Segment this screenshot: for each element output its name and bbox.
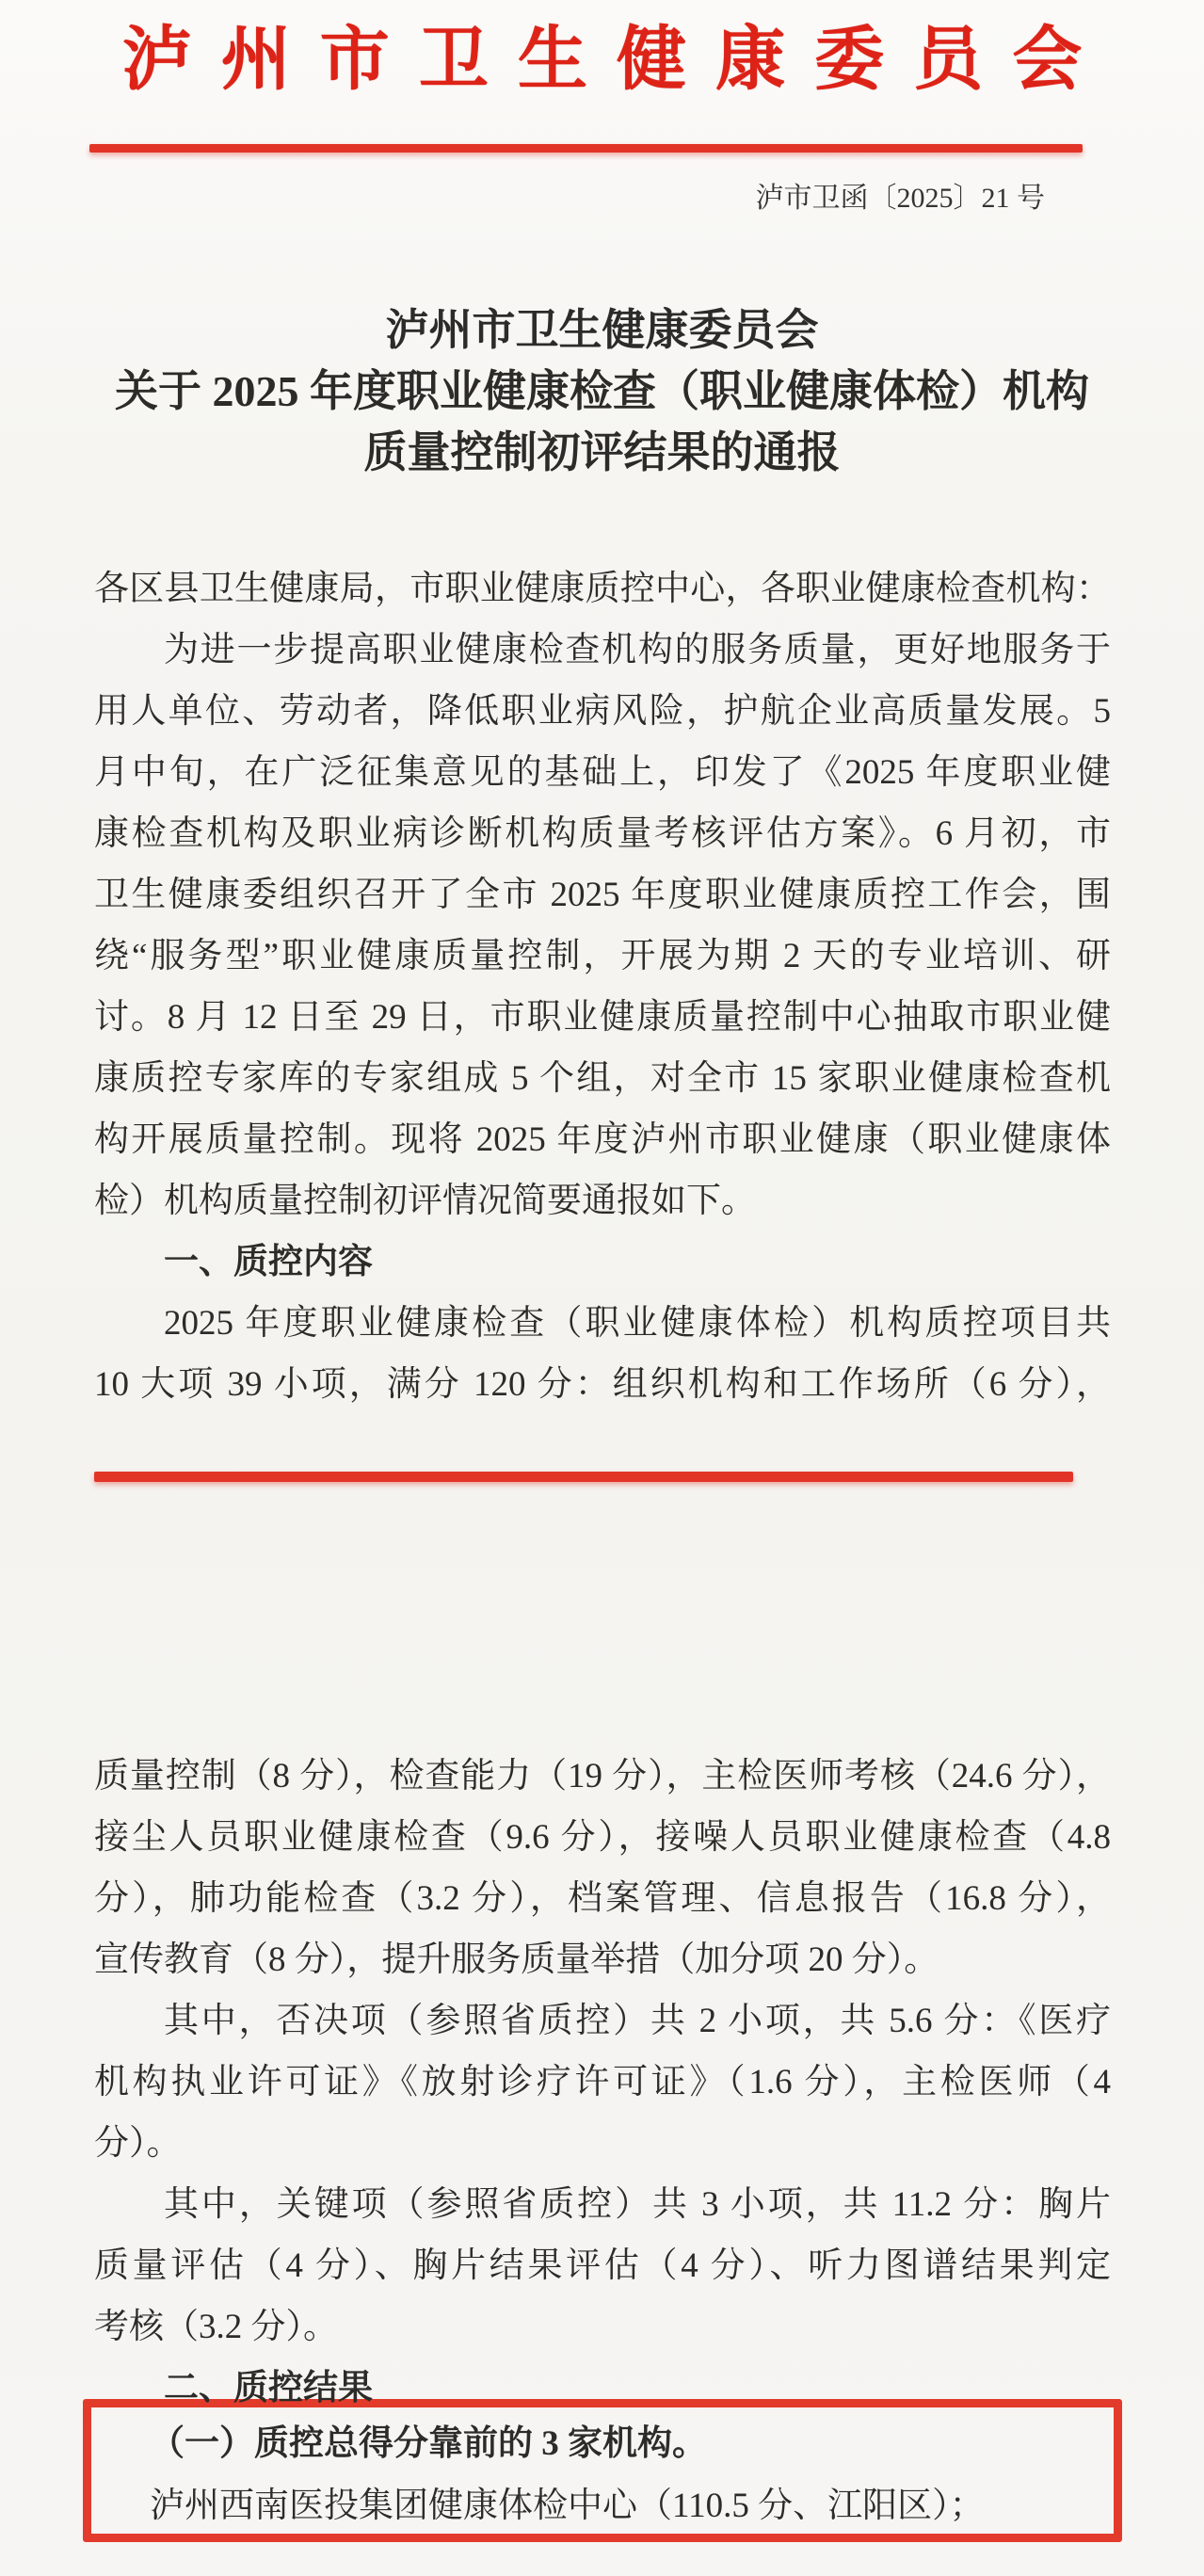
body-text-line: 二、质控结果 (164, 2368, 373, 2407)
body-text-line: 为进一步提高职业健康检查机构的服务质量，更好地服务于 (164, 630, 1111, 669)
body-text-line: 10 大项 39 小项，满分 120 分：组织机构和工作场所（6 分）， (94, 1364, 1111, 1404)
body-text-line: 质量控制（8 分），检查能力（19 分），主检医师考核（24.6 分）， (94, 1756, 1111, 1795)
body-text-line: 分）。 (94, 2123, 182, 2163)
body-text-line: 康质控专家库的专家组成 5 个组，对全市 15 家职业健康检查机 (94, 1058, 1111, 1098)
page1-body-text (94, 558, 1111, 1415)
document-number: 泸市卫函〔2025〕21 号 (755, 182, 1045, 214)
body-text-line: 用人单位、劳动者，降低职业病风险，护航企业高质量发展。5 (94, 691, 1111, 731)
agency-masthead: 泸州市卫生健康委员会 (121, 22, 1112, 99)
highlighted-text-line: 泸州西南医投集团健康体检中心（110.5 分、江阳区）； (150, 2486, 985, 2525)
masthead-divider-line (89, 144, 1083, 153)
body-text-line: 月中旬，在广泛征集意见的基础上，印发了《2025 年度职业健 (94, 752, 1111, 792)
body-text-line: 考核（3.2 分）。 (94, 2307, 338, 2346)
body-text-line: 其中，否决项（参照省质控）共 2 小项，共 5.6 分：《医疗 (164, 2001, 1111, 2040)
highlighted-text-line: （一）质控总得分靠前的 3 家机构。 (150, 2423, 707, 2463)
notice-title-line: 质量控制初评结果的通报 (363, 427, 841, 476)
body-text-line: 一、质控内容 (164, 1242, 373, 1281)
body-text-line: 绕“服务型”职业健康质量控制，开展为期 2 天的专业培训、研 (94, 936, 1111, 975)
body-text-line: 各区县卫生健康局，市职业健康质控中心，各职业健康检查机构： (94, 569, 1111, 608)
notice-title-line: 泸州市卫生健康委员会 (385, 305, 819, 354)
notice-title-line: 关于 2025 年度职业健康检查（职业健康体检）机构 (115, 366, 1089, 415)
page2-body-text (94, 1746, 1111, 2419)
document-page (0, 19, 1204, 2542)
highlight-annotation-box (83, 2399, 1122, 2542)
body-text-line: 检）机构质量控制初评情况简要通报如下。 (94, 1181, 756, 1220)
body-text-line: 分），肺功能检查（3.2 分），档案管理、信息报告（16.8 分）， (94, 1878, 1111, 1918)
body-text-line: 接尘人员职业健康检查（9.6 分），接噪人员职业健康检查（4.8 (94, 1817, 1111, 1857)
body-text-line: 质量评估（4 分）、胸片结果评估（4 分）、听力图谱结果判定 (94, 2246, 1111, 2285)
body-text-line: 宣传教育（8 分），提升服务质量举措（加分项 20 分）。 (94, 1940, 939, 1979)
page-break-divider-line (94, 1472, 1073, 1482)
body-text-line: 康检查机构及职业病诊断机构质量考核评估方案》。6 月初，市 (94, 813, 1111, 853)
body-text-line: 构开展质量控制。现将 2025 年度泸州市职业健康（职业健康体 (94, 1119, 1111, 1159)
body-text-line: 讨。8 月 12 日至 29 日，市职业健康质量控制中心抽取市职业健 (94, 997, 1111, 1037)
body-text-line: 卫生健康委组织召开了全市 2025 年度职业健康质控工作会，围 (94, 875, 1111, 914)
body-text-line: 其中，关键项（参照省质控）共 3 小项，共 11.2 分：胸片 (164, 2184, 1111, 2224)
notice-title (0, 299, 1204, 483)
body-text-line: 机构执业许可证》《放射诊疗许可证》（1.6 分），主检医师（4 (94, 2062, 1111, 2101)
body-text-line: 2025 年度职业健康检查（职业健康体检）机构质控项目共 (164, 1303, 1111, 1343)
